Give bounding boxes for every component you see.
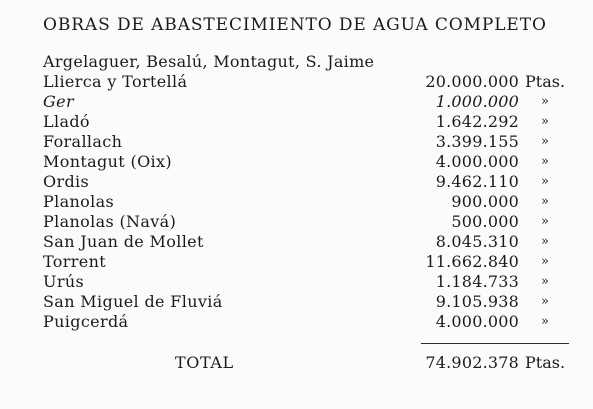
list-item	[0, 212, 593, 232]
item-amount: 4.000.000	[435, 312, 519, 331]
item-amount: 1.642.292	[435, 112, 519, 131]
ditto-mark: »	[541, 234, 549, 249]
list-item	[0, 92, 593, 112]
item-name: Puigcerdá	[43, 312, 129, 331]
item-unit: Ptas.	[525, 72, 566, 91]
item-amount: 9.105.938	[435, 292, 519, 311]
item-name: San Juan de Mollet	[43, 232, 204, 251]
ditto-mark: »	[541, 294, 549, 309]
item-name: Ordis	[43, 172, 90, 191]
item-name: Torrent	[43, 252, 107, 271]
item-amount: 8.045.310	[435, 232, 519, 251]
item-amount: 900.000	[451, 192, 519, 211]
ditto-mark: »	[541, 254, 549, 269]
works-list	[0, 72, 593, 332]
item-name: Lladó	[43, 112, 90, 131]
list-item	[0, 232, 593, 252]
document-heading: OBRAS DE ABASTECIMIENTO DE AGUA COMPLETO	[43, 15, 547, 35]
list-item	[0, 272, 593, 292]
total-divider	[421, 343, 569, 344]
list-item	[0, 252, 593, 272]
total-label: TOTAL	[175, 353, 234, 372]
list-item	[0, 152, 593, 172]
item-amount: 1.000.000	[435, 92, 519, 111]
item-name: Planolas	[43, 192, 115, 211]
list-item	[0, 292, 593, 312]
ditto-mark: »	[541, 94, 549, 109]
item-name: San Miguel de Fluviá	[43, 292, 223, 311]
list-item	[0, 312, 593, 332]
ditto-mark: »	[541, 114, 549, 129]
item-name: Llierca y Tortellá	[43, 72, 188, 91]
ditto-mark: »	[541, 134, 549, 149]
ditto-mark: »	[541, 174, 549, 189]
item-name: Planolas (Navá)	[43, 212, 177, 231]
list-item	[0, 172, 593, 192]
item-name: Ger	[43, 92, 74, 111]
item-amount: 20.000.000	[425, 72, 519, 91]
item-name: Montagut (Oix)	[43, 152, 172, 171]
ditto-mark: »	[541, 214, 549, 229]
item-amount: 3.399.155	[435, 132, 519, 151]
item-amount: 9.462.110	[435, 172, 519, 191]
total-amount: 74.902.378	[425, 353, 519, 372]
intro-line: Argelaguer, Besalú, Montagut, S. Jaime	[43, 52, 375, 71]
ditto-mark: »	[541, 194, 549, 209]
ditto-mark: »	[541, 274, 549, 289]
total-unit: Ptas.	[525, 353, 566, 372]
item-amount: 500.000	[451, 212, 519, 231]
list-item	[0, 112, 593, 132]
ditto-mark: »	[541, 154, 549, 169]
item-amount: 1.184.733	[435, 272, 519, 291]
total-row	[0, 353, 593, 375]
list-item	[0, 192, 593, 212]
item-name: Urús	[43, 272, 85, 291]
item-name: Forallach	[43, 132, 123, 151]
ditto-mark: »	[541, 314, 549, 329]
item-amount: 4.000.000	[435, 152, 519, 171]
list-item	[0, 132, 593, 152]
list-item	[0, 72, 593, 92]
item-amount: 11.662.840	[425, 252, 519, 271]
